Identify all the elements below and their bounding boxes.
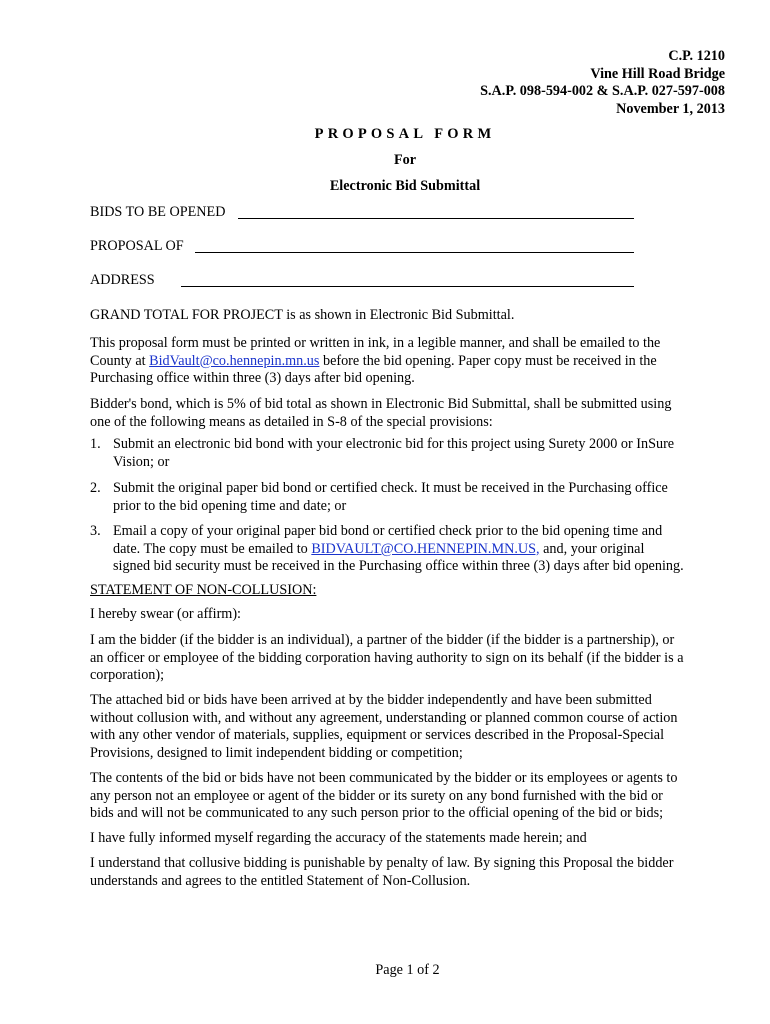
bids-to-be-opened-label: BIDS TO BE OPENED [90,204,226,220]
address-line[interactable] [181,286,634,287]
communication-statement: The contents of the bid or bids have not been communicated by the bidder or its employees or agents to any person not an employee or agent of the bidder or its surety on any bond furnished with the bid or bids and will not be communicated to any such person prior to the official opening of the bid or bids; [90,770,678,822]
subtitle-electronic-bid: Electronic Bid Submittal [329,178,481,194]
grand-total-text: GRAND TOTAL FOR PROJECT is as shown in Electronic Bid Submittal. [90,307,515,323]
sap-numbers: S.A.P. 098-594-002 & S.A.P. 027-597-008 [480,83,725,100]
address-label: ADDRESS [90,272,155,288]
project-name: Vine Hill Road Bridge [590,65,725,82]
proposal-of-label: PROPOSAL OF [90,238,184,254]
bid-bond-instructions: Bidder's bond, which is 5% of bid total as shown in Electronic Bid Submittal, shall be submitted using one of the following means as detailed in S-8 of the special provisions: [90,396,672,430]
bidder-statement: I am the bidder (if the bidder is an individual), a partner of the bidder (if the bidder is a partnership), or an officer or employee of the bidding corporation having authority to sign on its behalf (if the bidder is a corporation); [90,632,684,684]
bidvault-email-link-caps[interactable]: BIDVAULT@CO.HENNEPIN.MN.US, [311,540,540,557]
accuracy-statement: I have fully informed myself regarding the accuracy of the statements made herein; and [90,830,587,846]
bidvault-email-link[interactable]: BidVault@co.hennepin.mn.us [149,352,320,369]
contract-number: C.P. 1210 [668,48,725,64]
proposal-instructions: This proposal form must be printed or written in ink, in a legible manner, and shall be emailed to the County at BidVault@co.hennepin.mn.us before the bid opening. Paper copy must be received in the Purchasing office within three (3) days after bid opening. [90,335,661,387]
document-page: C.P. 1210 Vine Hill Road Bridge S.A.P. 098-594-002 & S.A.P. 027-597-008 November 1, 2013 PROPOSAL FORM For Electronic Bid Submittal BIDS TO BE OPENED PROPOSAL OF ADDRESS GRAND TOTAL FOR PROJECT is as shown in Electronic Bid Submittal. This proposal form must be printed or written in ink, in a legible manner, and shall be emailed to the County at BidVault@co.hennepin.mn.us before the bid opening. Paper copy must be received in the Purchasing office within three (3) days after bid opening. Bidder's bond, which is 5% of bid total as shown in Electronic Bid Submittal, shall be submitted using one of the following means as detailed in S-8 of the special provisions: 1. Submit an electronic bid bond with your electronic bid for this project using Surety 2000 or InSure Vision; or 2. Submit the original paper bid bond or certified check. It must be received in the Purchasing office prior to the bid opening time and date; or 3. Email a copy of your original paper bid bond or certified check prior to the bid opening time and date. The copy must be emailed to BIDVAULT@CO.HENNEPIN.MN.US, and, your original signed bid security must be received in the Purchasing office within three (3) days after bid opening. STATEMENT OF NON-COLLUSION: I hereby swear (or affirm): I am the bidder (if the bidder is an individual), a partner of the bidder (if the bidder is a partnership), or an officer or employee of the bidding corporation having authority to sign on its behalf (if the bidder is a corporation); The attached bid or bids have been arrived at by the bidder independently and have been submitted without collusion with, and without any agreement, understanding or planned common course of action with any other vendor of materials, supplies, equipment or services described in the Proposal-Special Provisions, designed to limit independent bidding or competition; The contents of the bid or bids have not been communicated by the bidder or its employees or agents to any person not an employee or agent of the bidder or its surety on any bond furnished with the bid or bids and will not be communicated to any such person prior to the official opening of the bid or bids; I have fully informed myself regarding the accuracy of the statements made herein; and I understand that collusive bidding is punishable by penalty of law. By signing this Proposal the bidder understands and agrees to the entitled Statement of Non-Collusion. Page 1 of 2 [0,0,770,1024]
page-number: Page 1 of 2 [375,962,440,978]
proposal-of-line[interactable] [195,252,634,253]
page-title: PROPOSAL FORM [314,126,496,142]
independence-statement: The attached bid or bids have been arrived at by the bidder independently and have been submitted without collusion with, and without any agreement, understanding or planned common course of action with any other vendor of materials, supplies, equipment or services described in the Proposal-Special Provisions, designed to limit independent bidding or competition; [90,692,678,761]
document-date: November 1, 2013 [616,100,725,117]
subtitle-for: For [393,152,417,168]
statement-heading: STATEMENT OF NON-COLLUSION: [90,582,317,598]
bids-to-be-opened-line[interactable] [238,218,634,219]
swear-text: I hereby swear (or affirm): [90,606,241,622]
document-header [480,48,725,118]
penalty-statement: I understand that collusive bidding is punishable by penalty of law. By signing this Proposal the bidder understands and agrees to the entitled Statement of Non-Collusion. [90,855,674,889]
